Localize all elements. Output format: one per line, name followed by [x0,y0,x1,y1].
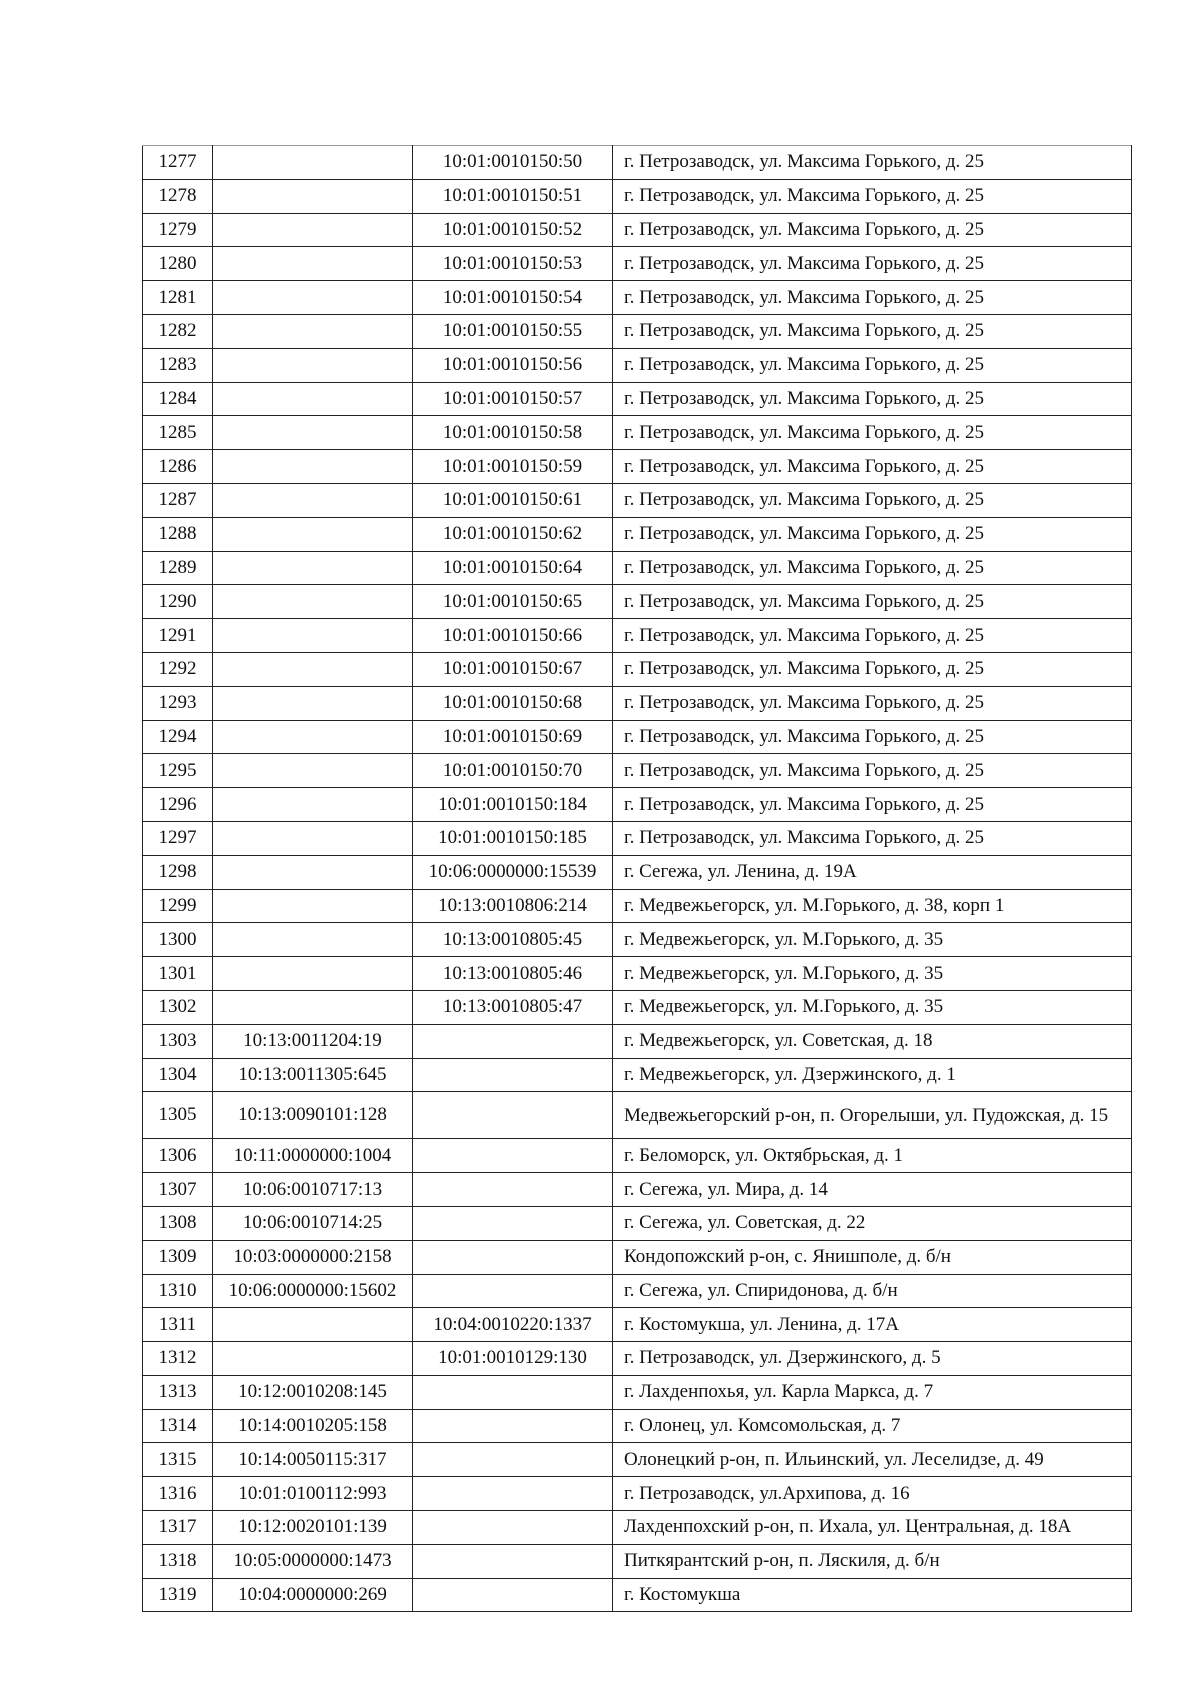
land-cadastral-number-cell [213,1342,413,1376]
table-row [143,1409,1132,1443]
building-cadastral-number-cell: 10:01:0010150:70 [413,754,613,788]
building-cadastral-number-cell [413,1206,613,1240]
building-cadastral-number-cell: 10:01:0010129:130 [413,1342,613,1376]
address-cell: Лахденпохский р-он, п. Ихала, ул. Центральная, д. 18А [613,1511,1132,1545]
address-cell: г. Петрозаводск, ул. Максима Горького, д. 25 [613,585,1132,619]
building-cadastral-number-cell: 10:01:0010150:65 [413,585,613,619]
building-cadastral-number-cell [413,1409,613,1443]
table-row [143,1544,1132,1578]
row-number-cell: 1300 [143,923,213,957]
table-row [143,1206,1132,1240]
table-row [143,1139,1132,1173]
address-cell: г. Петрозаводск, ул. Максима Горького, д. 25 [613,754,1132,788]
address-cell: г. Костомукша [613,1578,1132,1612]
address-cell: г. Петрозаводск, ул.Архипова, д. 16 [613,1477,1132,1511]
land-cadastral-number-cell: 10:01:0100112:993 [213,1477,413,1511]
table-row [143,450,1132,484]
building-cadastral-number-cell: 10:01:0010150:69 [413,720,613,754]
building-cadastral-number-cell [413,1477,613,1511]
building-cadastral-number-cell [413,1024,613,1058]
table-row [143,1477,1132,1511]
address-cell: г. Медвежьегорск, ул. М.Горького, д. 38, корп 1 [613,889,1132,923]
land-cadastral-number-cell [213,450,413,484]
address-cell: г. Петрозаводск, ул. Максима Горького, д. 25 [613,281,1132,315]
building-cadastral-number-cell: 10:01:0010150:50 [413,146,613,180]
address-cell: г. Петрозаводск, ул. Максима Горького, д. 25 [613,517,1132,551]
row-number-cell: 1311 [143,1308,213,1342]
address-cell: г. Медвежьегорск, ул. М.Горького, д. 35 [613,957,1132,991]
row-number-cell: 1302 [143,990,213,1024]
building-cadastral-number-cell [413,1375,613,1409]
address-cell: г. Петрозаводск, ул. Дзержинского, д. 5 [613,1342,1132,1376]
land-cadastral-number-cell [213,957,413,991]
building-cadastral-number-cell: 10:01:0010150:66 [413,619,613,653]
building-cadastral-number-cell: 10:01:0010150:184 [413,788,613,822]
address-cell: г. Сегежа, ул. Спиридонова, д. б/н [613,1274,1132,1308]
land-cadastral-number-cell: 10:12:0020101:139 [213,1511,413,1545]
row-number-cell: 1281 [143,281,213,315]
building-cadastral-number-cell [413,1092,613,1139]
row-number-cell: 1309 [143,1240,213,1274]
land-cadastral-number-cell [213,1308,413,1342]
building-cadastral-number-cell: 10:01:0010150:52 [413,213,613,247]
table-row [143,990,1132,1024]
building-cadastral-number-cell: 10:01:0010150:185 [413,821,613,855]
building-cadastral-number-cell: 10:01:0010150:54 [413,281,613,315]
address-cell: Олонецкий р-он, п. Ильинский, ул. Леселидзе, д. 49 [613,1443,1132,1477]
row-number-cell: 1304 [143,1058,213,1092]
land-cadastral-number-cell: 10:06:0010717:13 [213,1173,413,1207]
land-cadastral-number-cell [213,754,413,788]
property-table-body [143,146,1132,1612]
building-cadastral-number-cell: 10:01:0010150:57 [413,382,613,416]
address-cell: г. Петрозаводск, ул. Максима Горького, д. 25 [613,619,1132,653]
row-number-cell: 1307 [143,1173,213,1207]
land-cadastral-number-cell [213,483,413,517]
table-row [143,146,1132,180]
land-cadastral-number-cell [213,720,413,754]
land-cadastral-number-cell [213,889,413,923]
building-cadastral-number-cell: 10:01:0010150:68 [413,686,613,720]
table-row [143,788,1132,822]
address-cell: г. Костомукша, ул. Ленина, д. 17А [613,1308,1132,1342]
table-row [143,247,1132,281]
land-cadastral-number-cell [213,382,413,416]
row-number-cell: 1305 [143,1092,213,1139]
address-cell: г. Медвежьегорск, ул. Дзержинского, д. 1 [613,1058,1132,1092]
building-cadastral-number-cell: 10:01:0010150:56 [413,348,613,382]
table-row [143,1240,1132,1274]
land-cadastral-number-cell: 10:12:0010208:145 [213,1375,413,1409]
table-row [143,1024,1132,1058]
row-number-cell: 1295 [143,754,213,788]
table-row [143,382,1132,416]
building-cadastral-number-cell [413,1139,613,1173]
address-cell: г. Петрозаводск, ул. Максима Горького, д. 25 [613,247,1132,281]
row-number-cell: 1301 [143,957,213,991]
address-cell: г. Олонец, ул. Комсомольская, д. 7 [613,1409,1132,1443]
table-row [143,348,1132,382]
address-cell: г. Петрозаводск, ул. Максима Горького, д. 25 [613,146,1132,180]
row-number-cell: 1294 [143,720,213,754]
land-cadastral-number-cell [213,585,413,619]
building-cadastral-number-cell [413,1544,613,1578]
row-number-cell: 1299 [143,889,213,923]
table-row [143,1511,1132,1545]
row-number-cell: 1290 [143,585,213,619]
table-row [143,754,1132,788]
row-number-cell: 1280 [143,247,213,281]
land-cadastral-number-cell: 10:05:0000000:1473 [213,1544,413,1578]
table-row [143,686,1132,720]
table-row [143,889,1132,923]
land-cadastral-number-cell [213,551,413,585]
land-cadastral-number-cell: 10:11:0000000:1004 [213,1139,413,1173]
row-number-cell: 1303 [143,1024,213,1058]
building-cadastral-number-cell: 10:06:0000000:15539 [413,855,613,889]
land-cadastral-number-cell: 10:14:0010205:158 [213,1409,413,1443]
table-row [143,314,1132,348]
table-row [143,855,1132,889]
land-cadastral-number-cell: 10:13:0011204:19 [213,1024,413,1058]
address-cell: г. Петрозаводск, ул. Максима Горького, д. 25 [613,348,1132,382]
address-cell: г. Беломорск, ул. Октябрьская, д. 1 [613,1139,1132,1173]
building-cadastral-number-cell: 10:01:0010150:64 [413,551,613,585]
row-number-cell: 1319 [143,1578,213,1612]
land-cadastral-number-cell: 10:06:0000000:15602 [213,1274,413,1308]
address-cell: г. Лахденпохья, ул. Карла Маркса, д. 7 [613,1375,1132,1409]
address-cell: г. Медвежьегорск, ул. М.Горького, д. 35 [613,990,1132,1024]
building-cadastral-number-cell: 10:01:0010150:59 [413,450,613,484]
row-number-cell: 1288 [143,517,213,551]
table-row [143,1342,1132,1376]
land-cadastral-number-cell [213,416,413,450]
table-row [143,957,1132,991]
property-table [142,145,1132,1612]
table-row [143,1375,1132,1409]
table-row [143,1308,1132,1342]
table-row [143,923,1132,957]
building-cadastral-number-cell: 10:13:0010805:47 [413,990,613,1024]
building-cadastral-number-cell: 10:01:0010150:61 [413,483,613,517]
land-cadastral-number-cell [213,517,413,551]
table-row [143,821,1132,855]
row-number-cell: 1279 [143,213,213,247]
table-row [143,1173,1132,1207]
building-cadastral-number-cell: 10:01:0010150:51 [413,179,613,213]
land-cadastral-number-cell [213,179,413,213]
land-cadastral-number-cell [213,314,413,348]
building-cadastral-number-cell: 10:13:0010805:46 [413,957,613,991]
land-cadastral-number-cell [213,281,413,315]
row-number-cell: 1277 [143,146,213,180]
address-cell: г. Петрозаводск, ул. Максима Горького, д. 25 [613,179,1132,213]
row-number-cell: 1285 [143,416,213,450]
table-row [143,1092,1132,1139]
table-row [143,652,1132,686]
address-cell: Питкярантский р-он, п. Ляскиля, д. б/н [613,1544,1132,1578]
table-row [143,551,1132,585]
land-cadastral-number-cell [213,855,413,889]
row-number-cell: 1296 [143,788,213,822]
land-cadastral-number-cell: 10:13:0090101:128 [213,1092,413,1139]
table-row [143,179,1132,213]
address-cell: г. Петрозаводск, ул. Максима Горького, д. 25 [613,213,1132,247]
building-cadastral-number-cell: 10:01:0010150:62 [413,517,613,551]
address-cell: г. Сегежа, ул. Советская, д. 22 [613,1206,1132,1240]
table-row [143,1578,1132,1612]
building-cadastral-number-cell: 10:13:0010806:214 [413,889,613,923]
land-cadastral-number-cell [213,821,413,855]
building-cadastral-number-cell: 10:01:0010150:53 [413,247,613,281]
address-cell: г. Петрозаводск, ул. Максима Горького, д. 25 [613,416,1132,450]
land-cadastral-number-cell [213,619,413,653]
row-number-cell: 1317 [143,1511,213,1545]
building-cadastral-number-cell: 10:13:0010805:45 [413,923,613,957]
address-cell: г. Петрозаводск, ул. Максима Горького, д. 25 [613,652,1132,686]
land-cadastral-number-cell: 10:13:0011305:645 [213,1058,413,1092]
land-cadastral-number-cell: 10:06:0010714:25 [213,1206,413,1240]
address-cell: г. Сегежа, ул. Мира, д. 14 [613,1173,1132,1207]
row-number-cell: 1282 [143,314,213,348]
land-cadastral-number-cell: 10:03:0000000:2158 [213,1240,413,1274]
land-cadastral-number-cell [213,923,413,957]
row-number-cell: 1308 [143,1206,213,1240]
building-cadastral-number-cell: 10:04:0010220:1337 [413,1308,613,1342]
building-cadastral-number-cell: 10:01:0010150:55 [413,314,613,348]
building-cadastral-number-cell: 10:01:0010150:67 [413,652,613,686]
address-cell: г. Петрозаводск, ул. Максима Горького, д. 25 [613,551,1132,585]
table-row [143,1274,1132,1308]
address-cell: г. Медвежьегорск, ул. М.Горького, д. 35 [613,923,1132,957]
land-cadastral-number-cell [213,990,413,1024]
table-row [143,483,1132,517]
row-number-cell: 1313 [143,1375,213,1409]
table-row [143,720,1132,754]
address-cell: Кондопожский р-он, с. Янишполе, д. б/н [613,1240,1132,1274]
row-number-cell: 1286 [143,450,213,484]
land-cadastral-number-cell [213,788,413,822]
table-row [143,281,1132,315]
table-row [143,619,1132,653]
address-cell: г. Медвежьегорск, ул. Советская, д. 18 [613,1024,1132,1058]
building-cadastral-number-cell [413,1173,613,1207]
address-cell: г. Петрозаводск, ул. Максима Горького, д. 25 [613,788,1132,822]
row-number-cell: 1314 [143,1409,213,1443]
row-number-cell: 1287 [143,483,213,517]
land-cadastral-number-cell [213,213,413,247]
building-cadastral-number-cell [413,1274,613,1308]
row-number-cell: 1284 [143,382,213,416]
table-row [143,213,1132,247]
address-cell: Медвежьегорский р-он, п. Огорелыши, ул. Пудожская, д. 15 [613,1092,1132,1139]
row-number-cell: 1292 [143,652,213,686]
row-number-cell: 1310 [143,1274,213,1308]
land-cadastral-number-cell [213,146,413,180]
address-cell: г. Петрозаводск, ул. Максима Горького, д. 25 [613,720,1132,754]
row-number-cell: 1297 [143,821,213,855]
building-cadastral-number-cell [413,1511,613,1545]
row-number-cell: 1289 [143,551,213,585]
land-cadastral-number-cell [213,652,413,686]
address-cell: г. Петрозаводск, ул. Максима Горького, д. 25 [613,450,1132,484]
address-cell: г. Петрозаводск, ул. Максима Горького, д. 25 [613,821,1132,855]
address-cell: г. Петрозаводск, ул. Максима Горького, д. 25 [613,483,1132,517]
row-number-cell: 1318 [143,1544,213,1578]
address-cell: г. Петрозаводск, ул. Максима Горького, д. 25 [613,314,1132,348]
row-number-cell: 1291 [143,619,213,653]
address-cell: г. Петрозаводск, ул. Максима Горького, д. 25 [613,686,1132,720]
table-row [143,517,1132,551]
address-cell: г. Сегежа, ул. Ленина, д. 19А [613,855,1132,889]
building-cadastral-number-cell [413,1240,613,1274]
table-row [143,416,1132,450]
building-cadastral-number-cell [413,1443,613,1477]
land-cadastral-number-cell [213,686,413,720]
table-row [143,585,1132,619]
row-number-cell: 1312 [143,1342,213,1376]
land-cadastral-number-cell: 10:14:0050115:317 [213,1443,413,1477]
table-row [143,1058,1132,1092]
building-cadastral-number-cell: 10:01:0010150:58 [413,416,613,450]
row-number-cell: 1316 [143,1477,213,1511]
address-cell: г. Петрозаводск, ул. Максима Горького, д. 25 [613,382,1132,416]
row-number-cell: 1306 [143,1139,213,1173]
building-cadastral-number-cell [413,1578,613,1612]
row-number-cell: 1293 [143,686,213,720]
land-cadastral-number-cell [213,348,413,382]
land-cadastral-number-cell: 10:04:0000000:269 [213,1578,413,1612]
building-cadastral-number-cell [413,1058,613,1092]
table-row [143,1443,1132,1477]
row-number-cell: 1283 [143,348,213,382]
row-number-cell: 1298 [143,855,213,889]
row-number-cell: 1278 [143,179,213,213]
row-number-cell: 1315 [143,1443,213,1477]
land-cadastral-number-cell [213,247,413,281]
